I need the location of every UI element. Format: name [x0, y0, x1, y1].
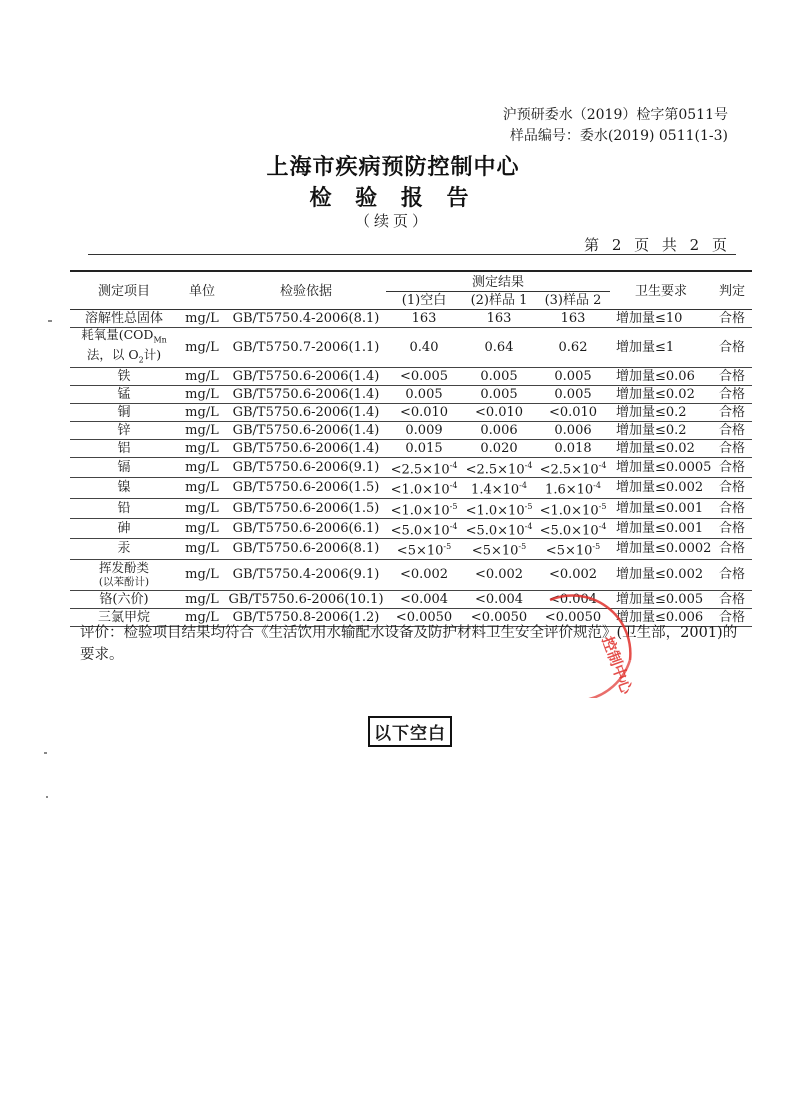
table-row [70, 478, 752, 498]
header-requirement: 卫生要求 [610, 274, 712, 310]
cell-blank [386, 559, 462, 590]
value-text: 1.6×10 [545, 482, 594, 498]
cell-sample1 [462, 404, 536, 422]
value-exponent: -4 [449, 481, 458, 491]
value-text: <5.0×10 [539, 523, 599, 539]
cell-sample2 [536, 518, 610, 538]
cell-requirement: 增加量≤0.005 [610, 590, 712, 608]
header-basis: 检验依据 [226, 274, 386, 310]
cell-item: 铝 [70, 440, 178, 458]
value-text: 0.018 [554, 441, 592, 456]
header-sample1: (2)样品 1 [462, 292, 536, 310]
cell-verdict: 合格 [712, 590, 752, 608]
cell-blank [386, 310, 462, 328]
value-text: 0.005 [480, 369, 518, 384]
value-text: 0.015 [405, 441, 443, 456]
value-text: <0.002 [399, 567, 449, 583]
table-row [70, 440, 752, 458]
value-exponent: -4 [519, 481, 527, 491]
value-text: 0.62 [558, 340, 588, 355]
cell-unit: mg/L [178, 518, 226, 538]
cell-basis: GB/T5750.6-2006(1.4) [226, 386, 386, 404]
cell-sample2 [536, 559, 610, 590]
official-seal [530, 588, 640, 698]
value-text: 0.006 [554, 423, 592, 438]
cell-verdict: 合格 [712, 440, 752, 458]
cell-basis: GB/T5750.8-2006(1.2) [226, 608, 386, 626]
value-text: 1.4×10 [471, 482, 520, 498]
header-rule [88, 254, 736, 255]
value-text: <1.0×10 [390, 482, 450, 498]
cell-verdict: 合格 [712, 539, 752, 559]
cell-basis: GB/T5750.4-2006(8.1) [226, 310, 386, 328]
cell-item [70, 559, 178, 590]
cell-requirement: 增加量≤10 [610, 310, 712, 328]
cell-verdict: 合格 [712, 478, 752, 498]
cell-requirement: 增加量≤0.2 [610, 404, 712, 422]
value-text: 0.005 [480, 387, 518, 402]
value-text: 163 [486, 311, 512, 326]
item-text: 法，以 O [86, 346, 139, 362]
cell-basis: GB/T5750.6-2006(1.4) [226, 404, 386, 422]
cell-blank [386, 498, 462, 518]
item-line2 [70, 575, 178, 589]
header-item: 测定项目 [70, 274, 178, 310]
item-line1 [70, 328, 178, 348]
cell-basis: GB/T5750.6-2006(1.4) [226, 368, 386, 386]
cell-sample1 [462, 498, 536, 518]
document-number: 沪预研委水（2019）检字第0511号 [502, 107, 728, 123]
cell-sample2 [536, 368, 610, 386]
page-number: 第 2 页 共 2 页 [584, 236, 728, 254]
value-text: <1.0×10 [390, 502, 450, 518]
cell-sample1 [462, 559, 536, 590]
item-subscript: Mn [153, 335, 167, 345]
value-text: <0.004 [399, 591, 449, 607]
cell-sample1 [462, 539, 536, 559]
table-row [70, 310, 752, 328]
cell-sample2 [536, 386, 610, 404]
table-row [70, 458, 752, 478]
table-row [70, 539, 752, 559]
cell-sample1 [462, 368, 536, 386]
results-table-body [70, 310, 752, 627]
table-row [70, 404, 752, 422]
cell-basis: GB/T5750.6-2006(1.5) [226, 478, 386, 498]
cell-requirement: 增加量≤0.001 [610, 498, 712, 518]
cell-unit: mg/L [178, 458, 226, 478]
item-text: 挥发酚类 [98, 559, 149, 575]
value-exponent: -5 [449, 501, 458, 511]
cell-basis: GB/T5750.6-2006(1.4) [226, 422, 386, 440]
cell-unit: mg/L [178, 498, 226, 518]
cell-blank [386, 458, 462, 478]
cell-sample2 [536, 440, 610, 458]
cell-blank [386, 539, 462, 559]
cell-verdict: 合格 [712, 422, 752, 440]
value-text: <0.002 [548, 567, 598, 583]
cell-blank [386, 386, 462, 404]
table-row [70, 386, 752, 404]
cell-requirement: 增加量≤1 [610, 328, 712, 368]
value-text: <2.5×10 [465, 462, 525, 478]
cell-unit: mg/L [178, 539, 226, 559]
header-verdict: 判定 [712, 274, 752, 310]
cell-basis: GB/T5750.6-2006(10.1) [226, 590, 386, 608]
value-exponent: -4 [598, 461, 607, 470]
table-row [70, 328, 752, 368]
cell-sample2 [536, 498, 610, 518]
value-exponent: -4 [449, 461, 458, 470]
table-row [70, 518, 752, 538]
cell-unit: mg/L [178, 310, 226, 328]
cell-blank [386, 422, 462, 440]
cell-sample1 [462, 310, 536, 328]
cell-basis: GB/T5750.6-2006(1.5) [226, 498, 386, 518]
value-text: <5.0×10 [465, 523, 525, 539]
value-text: <0.0050 [544, 609, 602, 625]
cell-unit: mg/L [178, 328, 226, 368]
cell-sample2 [536, 478, 610, 498]
table-row [70, 498, 752, 518]
sample-number: 样品编号：委水(2019) 0511(1-3) [509, 128, 728, 144]
value-text: <2.5×10 [539, 462, 599, 478]
item-text: 耗氧量(COD [81, 327, 154, 342]
continued-page-label: （续页） [354, 212, 431, 230]
value-text: 0.020 [480, 441, 518, 456]
value-text: <2.5×10 [390, 462, 450, 478]
item-text: 计) [143, 346, 162, 362]
cell-item: 砷 [70, 518, 178, 538]
cell-verdict: 合格 [712, 518, 752, 538]
value-text: 0.64 [484, 340, 514, 355]
cell-basis: GB/T5750.6-2006(6.1) [226, 518, 386, 538]
value-text: 163 [560, 311, 586, 326]
value-exponent: -4 [593, 481, 601, 491]
value-exponent: -5 [524, 501, 533, 511]
cell-item: 溶解性总固体 [70, 310, 178, 328]
cell-basis: GB/T5750.4-2006(9.1) [226, 559, 386, 590]
cell-unit: mg/L [178, 590, 226, 608]
value-text: <0.0050 [470, 609, 528, 625]
blank-below-stamp: 以下空白 [368, 716, 452, 747]
value-text: <0.005 [399, 369, 449, 384]
value-exponent: -5 [598, 501, 607, 511]
value-text: <0.010 [474, 405, 524, 420]
item-line1 [70, 561, 178, 575]
evaluation-text: 评价：检验项目结果均符合《生活饮用水输配水设备及防护材料卫生安全评价规范》(卫生部，2001)的要求。 [80, 625, 738, 663]
value-text: <0.0050 [395, 609, 453, 625]
cell-item: 镍 [70, 478, 178, 498]
item-line2 [70, 348, 178, 368]
cell-requirement: 增加量≤0.002 [610, 478, 712, 498]
cell-requirement: 增加量≤0.001 [610, 518, 712, 538]
value-text: <5×10 [471, 543, 519, 559]
report-title: 检 验 报 告 [309, 186, 477, 211]
cell-blank [386, 440, 462, 458]
value-exponent: -4 [524, 461, 533, 470]
cell-basis: GB/T5750.6-2006(1.4) [226, 440, 386, 458]
cell-item: 铬(六价) [70, 590, 178, 608]
cell-requirement: 增加量≤0.02 [610, 386, 712, 404]
cell-verdict: 合格 [712, 458, 752, 478]
value-text: <1.0×10 [539, 502, 599, 518]
cell-item: 镉 [70, 458, 178, 478]
cell-item: 锰 [70, 386, 178, 404]
cell-requirement: 增加量≤0.2 [610, 422, 712, 440]
cell-item [70, 328, 178, 368]
cell-item: 铁 [70, 368, 178, 386]
cell-sample2 [536, 310, 610, 328]
cell-sample1 [462, 590, 536, 608]
cell-item: 三氯甲烷 [70, 608, 178, 626]
cell-basis: GB/T5750.7-2006(1.1) [226, 328, 386, 368]
cell-sample1 [462, 440, 536, 458]
cell-verdict: 合格 [712, 368, 752, 386]
cell-verdict: 合格 [712, 386, 752, 404]
cell-verdict: 合格 [712, 310, 752, 328]
cell-verdict: 合格 [712, 498, 752, 518]
value-text: 0.005 [554, 369, 592, 384]
results-table [70, 274, 752, 627]
cell-requirement: 增加量≤0.0005 [610, 458, 712, 478]
value-text: 163 [411, 311, 437, 326]
value-text: <0.010 [399, 405, 449, 420]
cell-unit: mg/L [178, 559, 226, 590]
header-results: 测定结果 [386, 274, 610, 292]
item-subscript: 2 [138, 355, 144, 364]
seal-text: 控制中心 [598, 633, 636, 697]
cell-item: 铜 [70, 404, 178, 422]
value-text: <5×10 [545, 543, 593, 559]
value-exponent: -4 [598, 521, 607, 531]
cell-verdict: 合格 [712, 328, 752, 368]
cell-sample2 [536, 458, 610, 478]
value-text: 0.009 [405, 423, 443, 438]
cell-sample2 [536, 422, 610, 440]
value-text: 0.40 [409, 340, 439, 355]
cell-unit: mg/L [178, 386, 226, 404]
cell-unit: mg/L [178, 368, 226, 386]
cell-blank [386, 590, 462, 608]
cell-sample1 [462, 478, 536, 498]
cell-unit: mg/L [178, 440, 226, 458]
cell-sample1 [462, 422, 536, 440]
value-text: 0.005 [554, 387, 592, 402]
cell-item: 汞 [70, 539, 178, 559]
table-row [70, 590, 752, 608]
value-exponent: -5 [443, 542, 452, 552]
value-text: <0.002 [474, 567, 524, 583]
table-row [70, 422, 752, 440]
value-text: <5.0×10 [390, 523, 450, 539]
cell-requirement: 增加量≤0.002 [610, 559, 712, 590]
value-text: <5×10 [396, 543, 444, 559]
value-exponent: -4 [449, 521, 458, 531]
header-sample2: (3)样品 2 [536, 292, 610, 310]
cell-item: 铅 [70, 498, 178, 518]
cell-sample1 [462, 328, 536, 368]
value-text: 0.005 [405, 387, 443, 402]
organization-title: 上海市疾病预防控制中心 [266, 155, 520, 180]
cell-blank [386, 328, 462, 368]
cell-sample2 [536, 328, 610, 368]
table-row [70, 368, 752, 386]
cell-basis: GB/T5750.6-2006(8.1) [226, 539, 386, 559]
value-text: <1.0×10 [465, 502, 525, 518]
item-text: (以苯酚计) [98, 575, 150, 588]
cell-requirement: 增加量≤0.06 [610, 368, 712, 386]
value-text: <0.010 [548, 405, 598, 420]
cell-sample1 [462, 518, 536, 538]
cell-sample1 [462, 386, 536, 404]
cell-verdict: 合格 [712, 608, 752, 626]
cell-blank [386, 368, 462, 386]
cell-blank [386, 404, 462, 422]
value-text: 0.006 [480, 423, 518, 438]
header-unit: 单位 [178, 274, 226, 310]
cell-requirement: 增加量≤0.006 [610, 608, 712, 626]
cell-verdict: 合格 [712, 559, 752, 590]
cell-basis: GB/T5750.6-2006(9.1) [226, 458, 386, 478]
value-exponent: -5 [592, 542, 601, 552]
cell-unit: mg/L [178, 478, 226, 498]
cell-item: 锌 [70, 422, 178, 440]
cell-unit: mg/L [178, 422, 226, 440]
cell-requirement: 增加量≤0.0002 [610, 539, 712, 559]
cell-sample1 [462, 458, 536, 478]
cell-sample2 [536, 404, 610, 422]
cell-sample2 [536, 539, 610, 559]
cell-blank [386, 478, 462, 498]
value-exponent: -4 [524, 521, 533, 531]
header-blank: (1)空白 [386, 292, 462, 310]
value-exponent: -5 [518, 542, 527, 552]
value-text: <0.004 [474, 591, 524, 607]
table-top-rule [70, 270, 752, 272]
cell-unit: mg/L [178, 608, 226, 626]
cell-verdict: 合格 [712, 404, 752, 422]
table-row [70, 559, 752, 590]
cell-unit: mg/L [178, 404, 226, 422]
value-text: <0.004 [548, 591, 598, 607]
cell-requirement: 增加量≤0.02 [610, 440, 712, 458]
cell-blank [386, 518, 462, 538]
